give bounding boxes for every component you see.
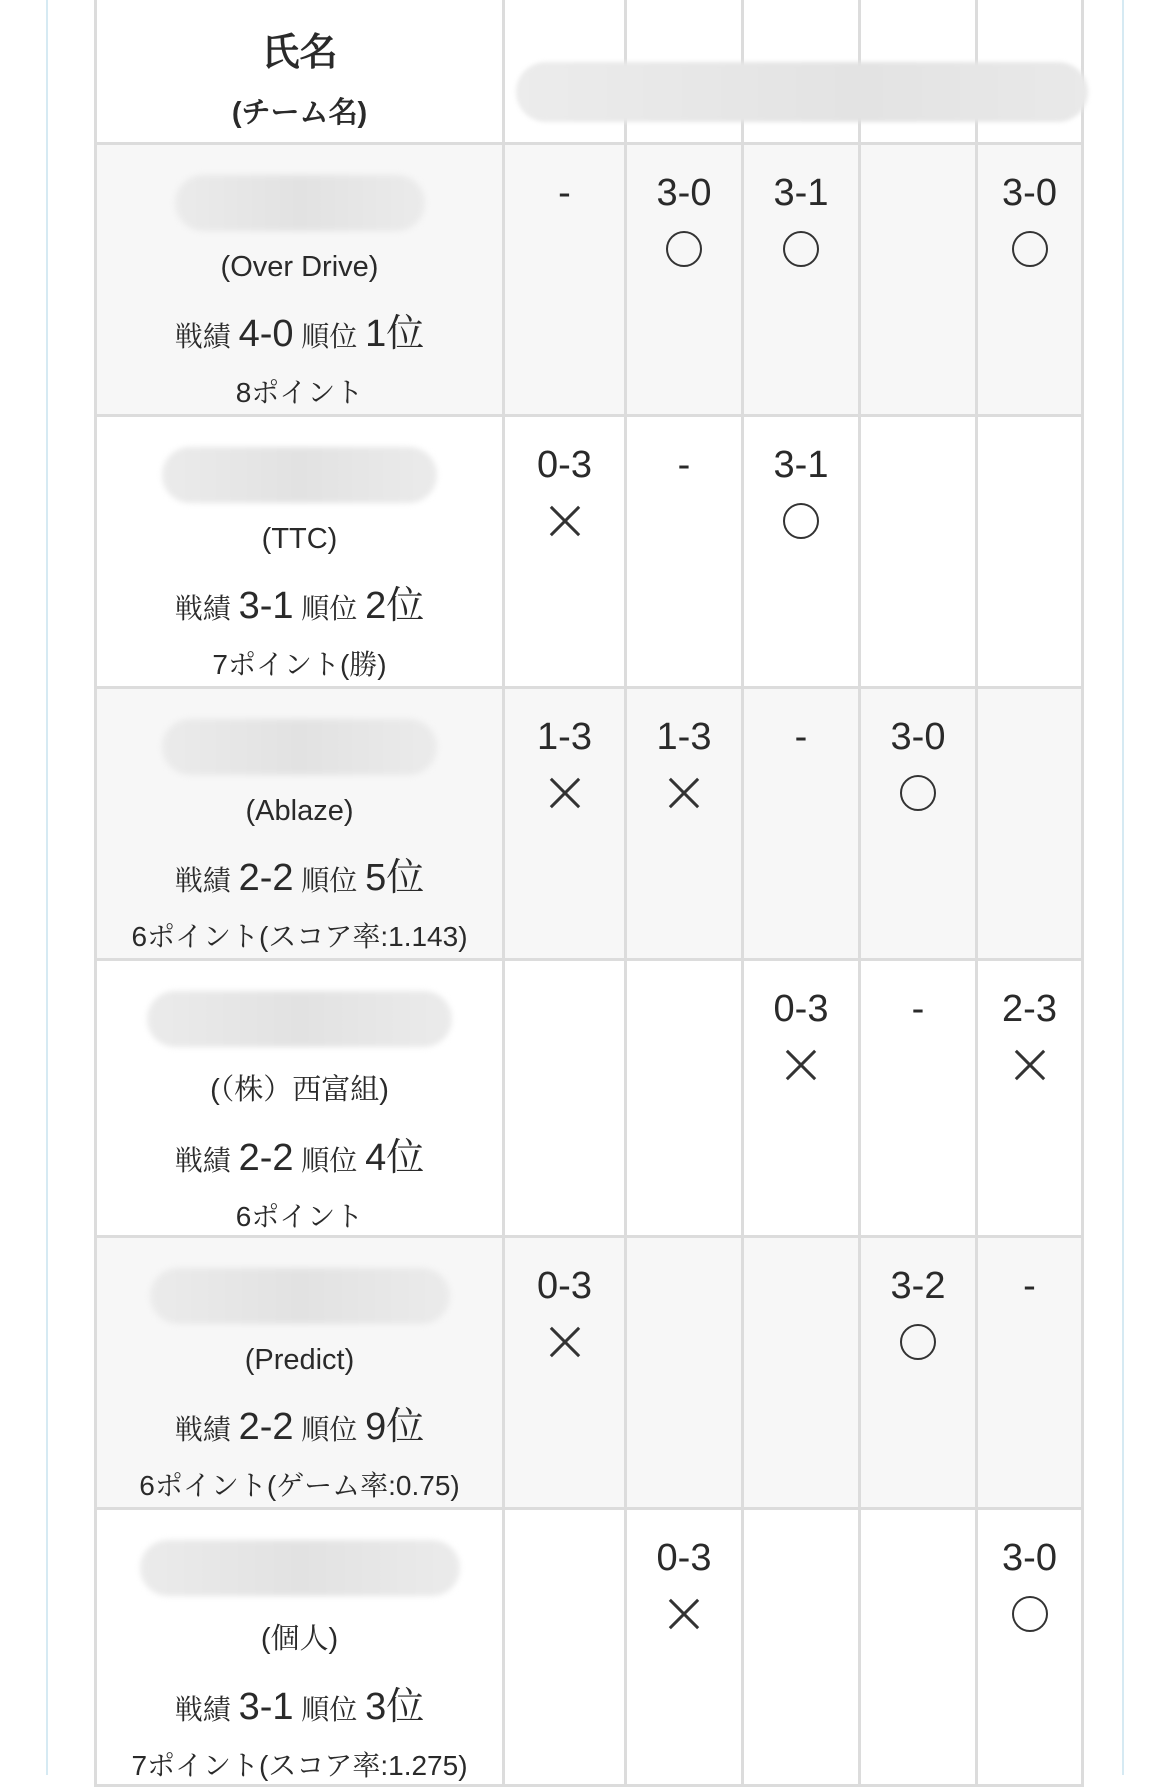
player-cell: [96, 1237, 504, 1509]
team-name: (Over Drive): [220, 251, 379, 283]
redacted-player-name: [140, 1540, 460, 1596]
rank-value: 2位: [365, 585, 425, 627]
result-cell: [626, 1509, 743, 1786]
rank-label: 順位: [301, 321, 358, 352]
loss-cross-icon: [666, 775, 702, 811]
redacted-player-name: [162, 447, 437, 503]
match-score: -: [794, 716, 808, 758]
record-value: 2-2: [238, 857, 294, 899]
record-label: 戦績: [174, 1414, 231, 1445]
record-value: 2-2: [238, 1406, 294, 1448]
match-score: -: [911, 988, 925, 1030]
record-value: 3-1: [238, 1686, 294, 1728]
record-label: 戦績: [174, 1145, 231, 1176]
points-text: 6ポイント: [235, 1201, 364, 1232]
match-score: -: [1023, 1265, 1036, 1307]
record-label: 戦績: [174, 593, 231, 624]
result-cell: [504, 1509, 626, 1786]
result-cell: [743, 1237, 860, 1509]
redacted-player-name: [162, 719, 437, 775]
result-cell: [743, 960, 860, 1237]
match-score: [861, 445, 975, 485]
rank-label: 順位: [301, 1694, 358, 1725]
record-label: 戦績: [174, 321, 231, 352]
win-circle-icon: [900, 775, 936, 811]
match-score: 3-1: [773, 444, 829, 486]
match-score: [861, 173, 975, 213]
redacted-player-name: [150, 1268, 450, 1324]
team-name: (個人): [260, 1623, 339, 1655]
points-text: 8ポイント: [235, 377, 364, 408]
match-score: 0-3: [656, 1537, 712, 1579]
result-cell: [626, 1237, 743, 1509]
player-cell: [96, 960, 504, 1237]
result-cell: [743, 144, 860, 416]
player-cell: [96, 416, 504, 688]
record-label: 戦績: [174, 1694, 231, 1725]
rank-value: 3位: [365, 1686, 425, 1728]
loss-cross-icon: [783, 1047, 819, 1083]
result-cell: [504, 960, 626, 1237]
table-row: [96, 1237, 1083, 1509]
loss-cross-icon: [547, 1324, 583, 1360]
match-score: 0-3: [537, 444, 592, 486]
win-circle-icon: [1012, 1596, 1048, 1632]
match-score: [505, 989, 624, 1029]
loss-cross-icon: [547, 775, 583, 811]
rank-value: 5位: [365, 857, 425, 899]
win-circle-icon: [783, 231, 819, 267]
rank-label: 順位: [301, 593, 358, 624]
player-cell: [96, 144, 504, 416]
match-score: [627, 1266, 741, 1306]
result-cell: [977, 960, 1083, 1237]
win-circle-icon: [1012, 231, 1048, 267]
record-line: [97, 574, 502, 629]
header-name-cell: [96, 0, 504, 144]
result-cell: [977, 144, 1083, 416]
table-row: [96, 960, 1083, 1237]
team-name: (（株）西富組): [210, 1074, 389, 1106]
match-score: 2-3: [1002, 988, 1057, 1030]
points-text: 6ポイント(スコア率:1.143): [131, 921, 468, 952]
points-text: 6ポイント(ゲーム率:0.75): [139, 1470, 460, 1501]
redacted-player-name: [147, 991, 452, 1047]
result-cell: [626, 144, 743, 416]
record-line: [97, 1126, 502, 1181]
result-cell: [860, 1237, 977, 1509]
match-score: 3-0: [656, 172, 712, 214]
win-circle-icon: [783, 503, 819, 539]
table-row: [96, 144, 1083, 416]
result-cell: [504, 1237, 626, 1509]
result-cell: [626, 960, 743, 1237]
result-cell: [743, 688, 860, 960]
win-circle-icon: [666, 231, 702, 267]
team-name: (Predict): [244, 1344, 355, 1376]
loss-cross-icon: [666, 1596, 702, 1632]
record-label: 戦績: [174, 865, 231, 896]
loss-cross-icon: [1012, 1047, 1048, 1083]
table-row: [96, 688, 1083, 960]
match-score: [978, 717, 1081, 757]
result-cell: [860, 416, 977, 688]
record-value: 2-2: [238, 1137, 294, 1179]
match-score: 3-2: [890, 1265, 946, 1307]
match-score: 3-0: [890, 716, 946, 758]
match-score: -: [677, 444, 691, 486]
rank-label: 順位: [301, 1145, 358, 1176]
match-score: -: [558, 172, 571, 214]
record-line: [97, 1675, 502, 1730]
table-body: [96, 144, 1083, 1786]
result-cell: [504, 416, 626, 688]
result-cell: [743, 416, 860, 688]
result-cell: [860, 960, 977, 1237]
result-cell: [626, 416, 743, 688]
result-cell: [977, 1237, 1083, 1509]
record-line: [97, 1395, 502, 1450]
result-cell: [504, 688, 626, 960]
result-cell: [977, 1509, 1083, 1786]
team-name: (TTC): [261, 523, 338, 555]
match-score: 3-0: [1002, 172, 1057, 214]
points-text: 7ポイント(勝): [212, 649, 387, 680]
loss-cross-icon: [547, 503, 583, 539]
result-cell: [860, 144, 977, 416]
team-name: (Ablaze): [245, 795, 354, 827]
match-score: 0-3: [537, 1265, 592, 1307]
match-score: 1-3: [537, 716, 592, 758]
result-cell: [977, 416, 1083, 688]
result-cell: [743, 1509, 860, 1786]
player-cell: [96, 688, 504, 960]
rank-label: 順位: [301, 1414, 358, 1445]
match-score: [627, 989, 741, 1029]
rank-value: 4位: [365, 1137, 425, 1179]
match-score: [978, 445, 1081, 485]
table-row: [96, 416, 1083, 688]
match-score: [744, 1266, 858, 1306]
record-line: [97, 302, 502, 357]
match-score: 3-0: [1002, 1537, 1057, 1579]
match-score: 1-3: [656, 716, 712, 758]
result-cell: [626, 688, 743, 960]
header-title: 氏名: [261, 31, 338, 74]
result-cell: [860, 1509, 977, 1786]
table-row: [96, 1509, 1083, 1786]
redacted-player-name: [175, 175, 425, 231]
result-cell: [504, 144, 626, 416]
match-score: [505, 1538, 624, 1578]
rank-value: 9位: [365, 1406, 425, 1448]
rank-label: 順位: [301, 865, 358, 896]
header-subtitle: (チーム名): [231, 96, 368, 129]
rank-value: 1位: [365, 313, 425, 355]
record-value: 3-1: [238, 585, 294, 627]
win-circle-icon: [900, 1324, 936, 1360]
match-score: 0-3: [773, 988, 829, 1030]
result-cell: [977, 688, 1083, 960]
match-score: 3-1: [773, 172, 829, 214]
match-score: [744, 1538, 858, 1578]
result-cell: [860, 688, 977, 960]
redacted-opponent-names: [516, 62, 1088, 122]
league-results-table: [94, 0, 1084, 1787]
player-cell: [96, 1509, 504, 1786]
match-score: [861, 1538, 975, 1578]
record-value: 4-0: [238, 313, 294, 355]
points-text: 7ポイント(スコア率:1.275): [131, 1750, 468, 1781]
record-line: [97, 846, 502, 901]
